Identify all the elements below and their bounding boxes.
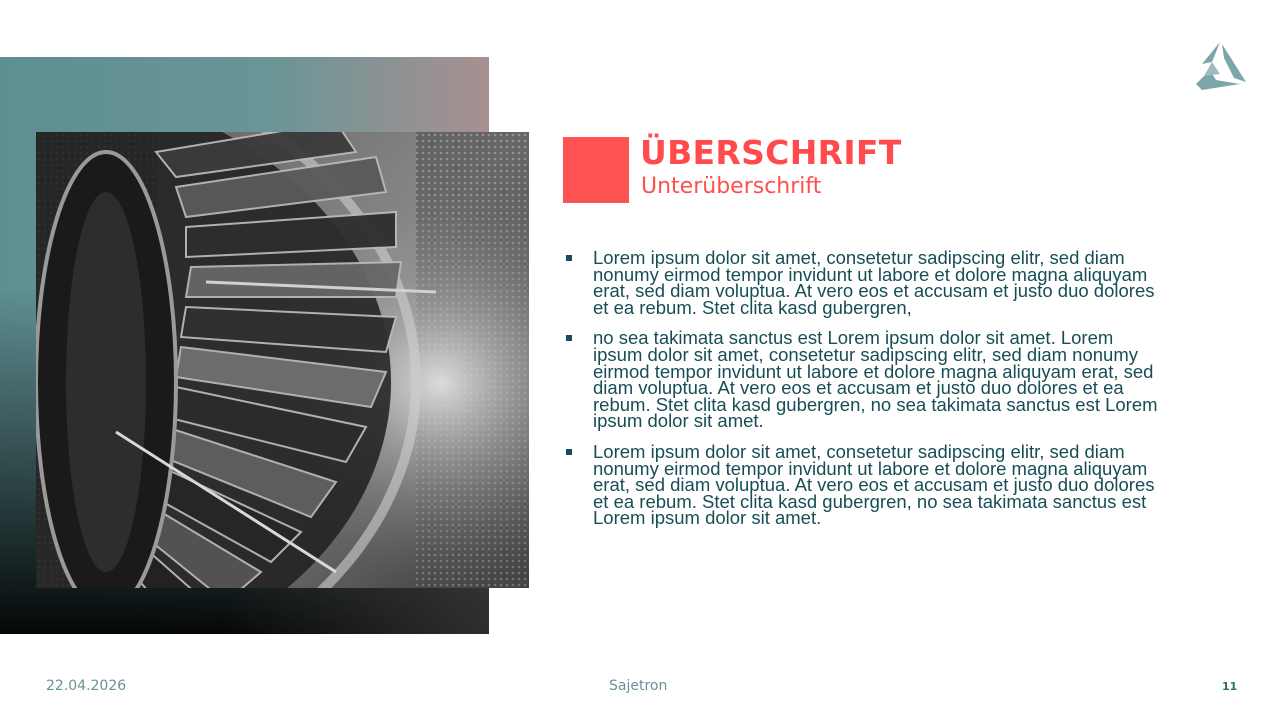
page-number: 11 <box>1222 680 1238 693</box>
bullet-square-icon <box>566 449 572 455</box>
bullet-square-icon <box>566 335 572 341</box>
bullet-text: Lorem ipsum dolor sit amet, consetetur sadipscing elitr, sed diam nonumy eirmod tempor invidunt ut labore et dolore magna aliquyam erat, sed diam voluptua. At vero eos et accusam et justo duo dolores et ea rebum. Stet clita kasd gubergren, no sea takimata sanctus est Lorem ipsum dolor sit amet. <box>593 440 1155 529</box>
slide-subtitle: Unterüberschrift <box>641 174 822 199</box>
list-item <box>565 247 1165 318</box>
list-item <box>565 327 1165 432</box>
turbine-photo <box>36 132 529 588</box>
company-logo-icon <box>1190 40 1248 94</box>
slide-title: ÜBERSCHRIFT <box>640 133 902 172</box>
bullet-text: Lorem ipsum dolor sit amet, consetetur sadipscing elitr, sed diam nonumy eirmod tempor invidunt ut labore et dolore magna aliquyam erat, sed diam voluptua. At vero eos et accusam et justo duo dolores et ea rebum. Stet clita kasd gubergren, <box>593 247 1155 318</box>
bullet-text: no sea takimata sanctus est Lorem ipsum dolor sit amet. Lorem ipsum dolor sit amet, consetetur sadipscing elitr, sed diam nonumy eirmod tempor invidunt ut labore et dolore magna aliquyam erat, sed diam voluptua. At vero eos et accusam et justo duo dolores et ea rebum. Stet clita kasd gubergren, no sea takimata sanctus est Lorem ipsum dolor sit amet. <box>593 327 1158 432</box>
bullet-list <box>565 247 1165 541</box>
footer-date: 22.04.2026 <box>46 678 127 694</box>
bullet-square-icon <box>566 255 572 261</box>
turbine-illustration <box>36 132 529 588</box>
list-item <box>565 440 1165 529</box>
accent-square <box>563 137 629 203</box>
footer-brand: Sajetron <box>609 678 668 694</box>
